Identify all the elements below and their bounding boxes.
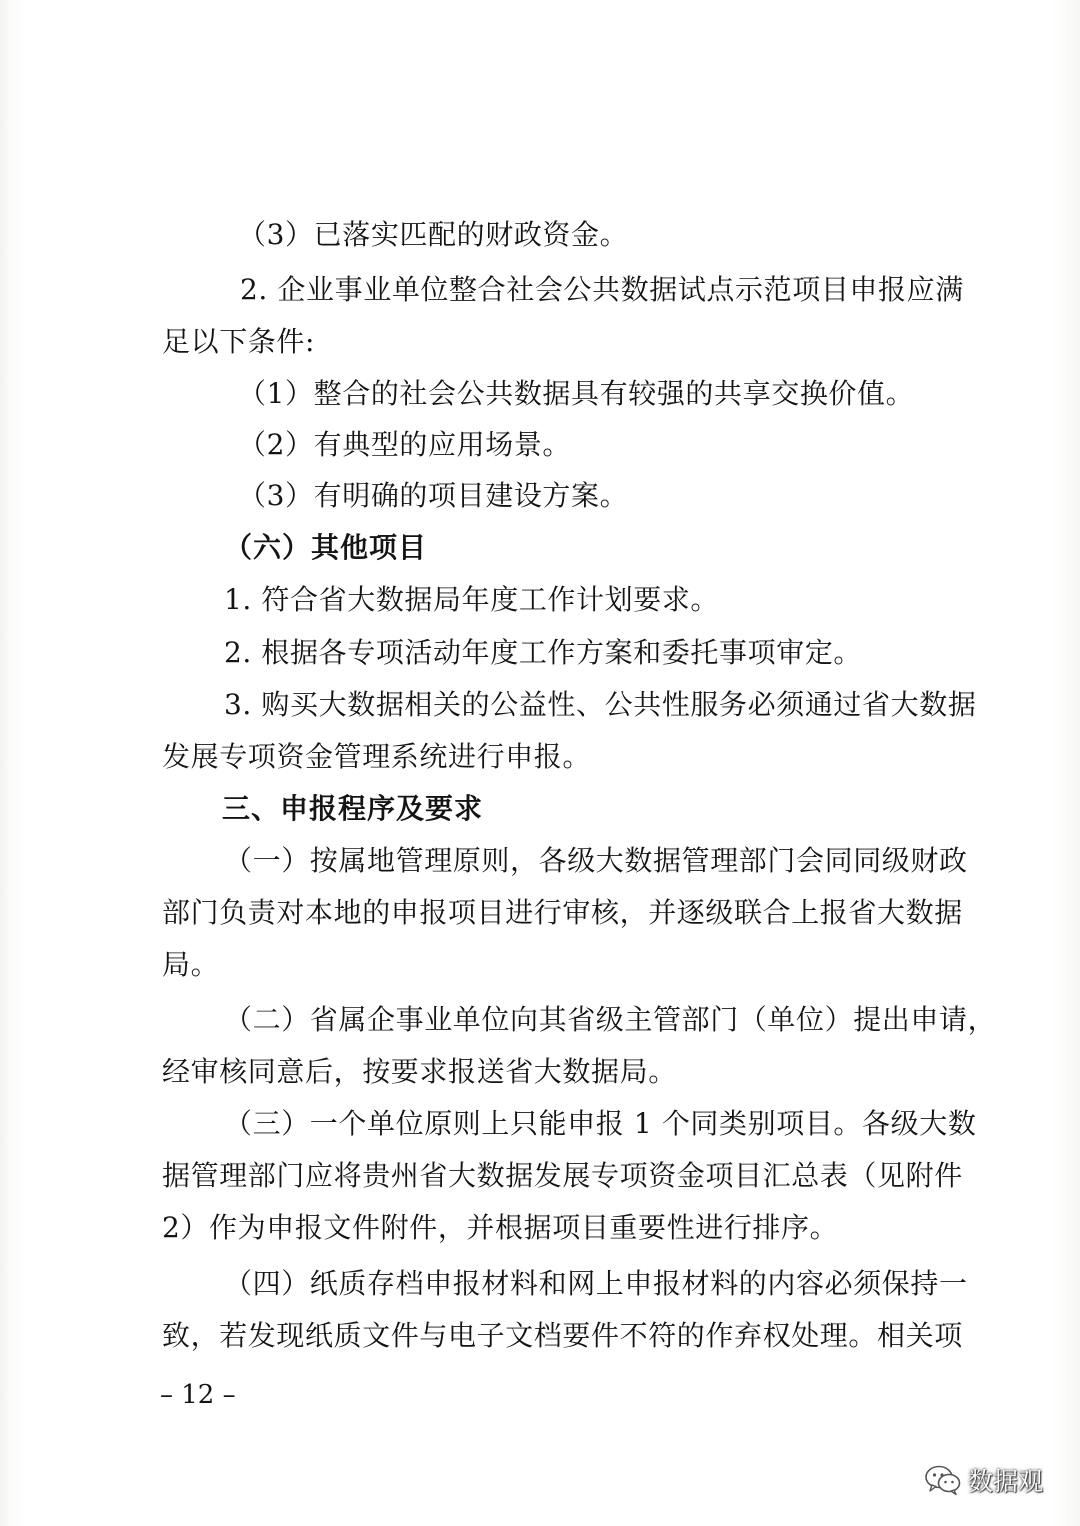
procedure-2-line-2: 经审核同意后，按要求报送省大数据局。 [162, 1055, 677, 1088]
page-number: – 12 – [160, 1380, 236, 1410]
other-item-1: 1. 符合省大数据局年度工作计划要求。 [224, 583, 720, 616]
procedure-4-line-2: 致，若发现纸质文件与电子文档要件不符的作弃权处理。相关项 [162, 1319, 963, 1352]
procedure-2-line-1: （二）省属企事业单位向其省级主管部门（单位）提出申请， [224, 1003, 997, 1036]
procedure-3-line-1: （三）一个单位原则上只能申报 1 个同类别项目。各级大数 [224, 1107, 977, 1140]
procedure-3-line-2: 据管理部门应将贵州省大数据发展专项资金项目汇总表（见附件 [162, 1159, 963, 1192]
procedure-4-line-1: （四）纸质存档申报材料和网上申报材料的内容必须保持一 [224, 1267, 968, 1300]
paragraph-2-line-2: 足以下条件: [162, 325, 316, 358]
other-item-2: 2. 根据各专项活动年度工作方案和委托事项审定。 [224, 636, 863, 669]
watermark-text: 数据观 [968, 1467, 1044, 1496]
condition-2: （2）有典型的应用场景。 [238, 428, 572, 461]
condition-1: （1）整合的社会公共数据具有较强的共享交换价值。 [238, 377, 915, 410]
procedure-1-line-1: （一）按属地管理原则，各级大数据管理部门会同同级财政 [224, 844, 968, 877]
section-3-heading: 三、申报程序及要求 [222, 792, 484, 825]
section-6-heading: （六）其他项目 [224, 531, 428, 564]
procedure-1-line-3: 局。 [162, 948, 220, 981]
wechat-watermark [924, 1462, 1043, 1498]
procedure-1-line-2: 部门负责对本地的申报项目进行审核，并逐级联合上报省大数据 [162, 896, 963, 929]
other-item-3-line-2: 发展专项资金管理系统进行申报。 [162, 740, 592, 773]
condition-3: （3）有明确的项目建设方案。 [238, 479, 629, 512]
paragraph-2-line-1: 2. 企业事业单位整合社会公共数据试点示范项目申报应满 [240, 273, 964, 306]
other-item-3-line-1: 3. 购买大数据相关的公益性、公共性服务必须通过省大数据 [224, 688, 977, 721]
wechat-icon [924, 1464, 962, 1496]
item-3-matching-funds: （3）已落实匹配的财政资金。 [238, 218, 629, 251]
procedure-3-line-3: 2）作为申报文件附件，并根据项目重要性进行排序。 [162, 1211, 839, 1244]
